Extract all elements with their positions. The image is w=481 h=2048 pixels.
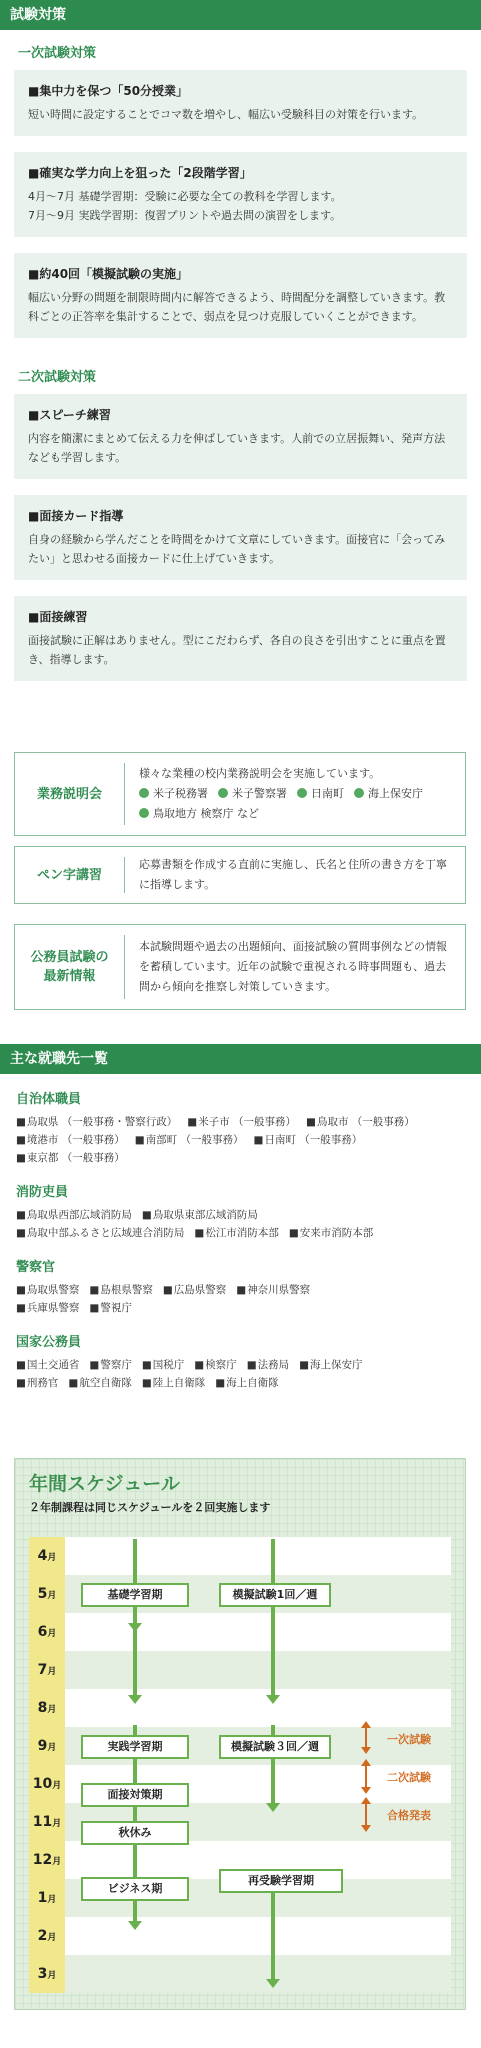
job-item: ■ 鳥取県東部広域消防局	[142, 1209, 258, 1221]
schedule-subtitle: ２年制課程は同じスケジュールを２回実施します	[29, 1501, 271, 1514]
info-latest-label-2: 最新情報	[43, 969, 96, 984]
job-item: ■ 刑務官	[16, 1377, 58, 1389]
phase-business: ビジネス期	[81, 1877, 189, 1901]
job-item: ■ 境港市 （一般事務）	[16, 1134, 125, 1146]
arrow-down-icon	[361, 1825, 371, 1832]
job-item: ■ 島根県警察	[89, 1284, 152, 1296]
jobs-group-title: 消防吏員	[16, 1185, 69, 1200]
phase-autumn-break: 秋休み	[81, 1821, 189, 1845]
arrow-down-icon	[266, 1803, 280, 1812]
info-latest-label	[15, 935, 125, 999]
first-exam-title: 一次試験対策	[18, 46, 97, 61]
second-item-3-title: ■面接練習	[28, 610, 88, 624]
info-latest	[14, 924, 466, 1010]
briefing-item: 日南町	[297, 784, 344, 804]
first-item-3-title: ■約40回「模擬試験の実施」	[28, 267, 189, 281]
phase-basic: 基礎学習期	[81, 1583, 189, 1607]
arrow-down-icon	[361, 1787, 371, 1794]
flow-line	[133, 1611, 137, 1701]
first-item-2-title: ■確実な学力向上を狙った「2段階学習」	[28, 166, 252, 180]
flow-line	[271, 1883, 275, 1983]
jobs-section	[0, 1044, 481, 1392]
flow-line	[271, 1539, 275, 1699]
job-item: ■ 鳥取県 （一般事務・警察行政）	[16, 1116, 177, 1128]
job-item: ■ 陸上自衛隊	[142, 1377, 205, 1389]
arrow-down-icon	[128, 1695, 142, 1704]
info-latest-label-1: 公務員試験の	[30, 950, 109, 965]
jobs-group-title: 国家公務員	[16, 1335, 82, 1350]
month-row: 3月	[29, 1955, 451, 1993]
exam-header: 試験対策	[0, 0, 481, 30]
job-item: ■ 米子市 （一般事務）	[187, 1116, 296, 1128]
jobs-group-list	[0, 1206, 481, 1242]
briefing-item: 米子警察署	[218, 784, 287, 804]
job-item: ■ 海上自衛隊	[215, 1377, 278, 1389]
month-row: 7月	[29, 1651, 451, 1689]
second-item-2	[14, 495, 467, 580]
job-item: ■ 南部町 （一般事務）	[135, 1134, 244, 1146]
second-exam-title: 二次試験対策	[18, 370, 97, 385]
job-item: ■ 日南町 （一般事務）	[254, 1134, 363, 1146]
month-row: 11月	[29, 1803, 451, 1841]
phase-practice: 実践学習期	[81, 1735, 189, 1759]
first-item-3	[14, 253, 467, 338]
job-item: ■ 警察庁	[89, 1359, 131, 1371]
second-item-2-title: ■面接カード指導	[28, 509, 124, 523]
info-briefing	[14, 752, 466, 836]
jobs-group-list	[0, 1281, 481, 1317]
second-item-3-desc: 面接試験に正解はありません。型にこだわらず、各自の良さを引出すことに重点を置き、指導します。	[28, 634, 446, 666]
arrow-down-icon	[361, 1747, 371, 1754]
info-penmanship-text: 応募書類を作成する直前に実施し、氏名と住所の書き方を丁寧に指導します。	[139, 858, 447, 891]
first-item-2-desc1: 4月〜7月 基礎学習期：受験に必要な全ての教科を学習します。	[28, 190, 342, 203]
jobs-group-list	[0, 1356, 481, 1392]
month-row: 9月	[29, 1727, 451, 1765]
phase-mock-3: 模擬試験３回／週	[219, 1735, 331, 1759]
briefing-item: 米子税務署	[139, 784, 208, 804]
second-item-2-desc: 自身の経験から学んだことを時間をかけて文章にしていきます。面接官に「会ってみたい」と思わせる面接カードに仕上げていきます。	[28, 533, 446, 565]
first-item-3-desc: 幅広い分野の問題を制限時間内に解答できるよう、時間配分を調整していきます。教科ごとの正答率を集計することで、弱点を見つけ克服していくことができます。	[28, 291, 446, 323]
briefing-item: 鳥取地方 検察庁 など	[139, 804, 259, 824]
job-item: ■ 鳥取中部ふるさと広域連合消防局	[16, 1227, 184, 1239]
info-latest-text: 本試験問題や過去の出題傾向、面接試験の質問事例などの情報を蓄積しています。近年の試験で重視される時事問題も、過去問から傾向を推察し対策していきます。	[139, 940, 447, 993]
info-briefing-text: 様々な業種の校内業務説明会を実施しています。	[139, 767, 381, 780]
job-item: ■ 航空自衛隊	[68, 1377, 131, 1389]
job-item: ■ 警視庁	[89, 1302, 131, 1314]
second-item-3	[14, 596, 467, 681]
job-item: ■ 松江市消防本部	[194, 1227, 278, 1239]
job-item: ■ 検察庁	[194, 1359, 236, 1371]
annual-schedule	[14, 1458, 466, 2010]
briefing-item: 海上保安庁	[354, 784, 423, 804]
event-line	[365, 1765, 367, 1787]
phase-interview: 面接対策期	[81, 1783, 189, 1807]
first-item-1	[14, 70, 467, 136]
first-item-1-title: ■集中力を保つ「50分授業」	[28, 84, 189, 98]
jobs-group-list	[0, 1113, 481, 1167]
job-item: ■ 鳥取県西部広域消防局	[16, 1209, 132, 1221]
job-item: ■ 兵庫県警察	[16, 1302, 79, 1314]
job-item: ■ 安来市消防本部	[289, 1227, 373, 1239]
job-item: ■ 鳥取県警察	[16, 1284, 79, 1296]
info-briefing-list	[139, 784, 451, 824]
second-item-1-desc: 内容を簡潔にまとめて伝える力を伸ばしていきます。人前での立居振舞い、発声方法なども学習します。	[28, 432, 446, 464]
job-item: ■ 神奈川県警察	[236, 1284, 310, 1296]
month-row: 2月	[29, 1917, 451, 1955]
job-item: ■ 海上保安庁	[299, 1359, 362, 1371]
jobs-group-title: 警察官	[16, 1260, 56, 1275]
event-first-exam: 一次試験	[387, 1733, 431, 1746]
first-item-1-desc: 短い時間に設定することでコマ数を増やし、幅広い受験科目の対策を行います。	[28, 108, 424, 121]
event-line	[365, 1803, 367, 1825]
phase-retake: 再受験学習期	[219, 1869, 343, 1893]
month-row: 10月	[29, 1765, 451, 1803]
first-item-2-desc2: 7月〜9月 実践学習期：復習プリントや過去問の演習をします。	[28, 209, 342, 222]
event-line	[365, 1727, 367, 1747]
job-item: ■ 国税庁	[142, 1359, 184, 1371]
first-item-2	[14, 152, 467, 237]
job-item: ■ 広島県警察	[163, 1284, 226, 1296]
second-item-1	[14, 394, 467, 479]
month-row: 4月	[29, 1537, 451, 1575]
info-penmanship	[14, 846, 466, 904]
arrow-down-icon	[128, 1921, 142, 1930]
month-row: 6月	[29, 1613, 451, 1651]
arrow-down-icon	[266, 1979, 280, 1988]
jobs-group-title: 自治体職員	[16, 1092, 82, 1107]
arrow-down-icon	[266, 1695, 280, 1704]
jobs-header: 主な就職先一覧	[0, 1044, 481, 1074]
event-results: 合格発表	[387, 1809, 431, 1822]
job-item: ■ 法務局	[247, 1359, 289, 1371]
second-item-1-title: ■スピーチ練習	[28, 408, 111, 422]
month-row: 12月	[29, 1841, 451, 1879]
phase-mock-1: 模擬試験1回／週	[219, 1583, 331, 1607]
event-second-exam: 二次試験	[387, 1771, 431, 1784]
job-item: ■ 東京都 （一般事務）	[16, 1152, 125, 1164]
job-item: ■ 鳥取市 （一般事務）	[306, 1116, 415, 1128]
month-row: 8月	[29, 1689, 451, 1727]
job-item: ■ 国土交通省	[16, 1359, 79, 1371]
month-row: 1月	[29, 1879, 451, 1917]
info-briefing-label: 業務説明会	[15, 763, 125, 825]
info-penmanship-label: ペン字講習	[15, 857, 125, 893]
schedule-title: 年間スケジュール	[29, 1473, 180, 1495]
month-row: 5月	[29, 1575, 451, 1613]
